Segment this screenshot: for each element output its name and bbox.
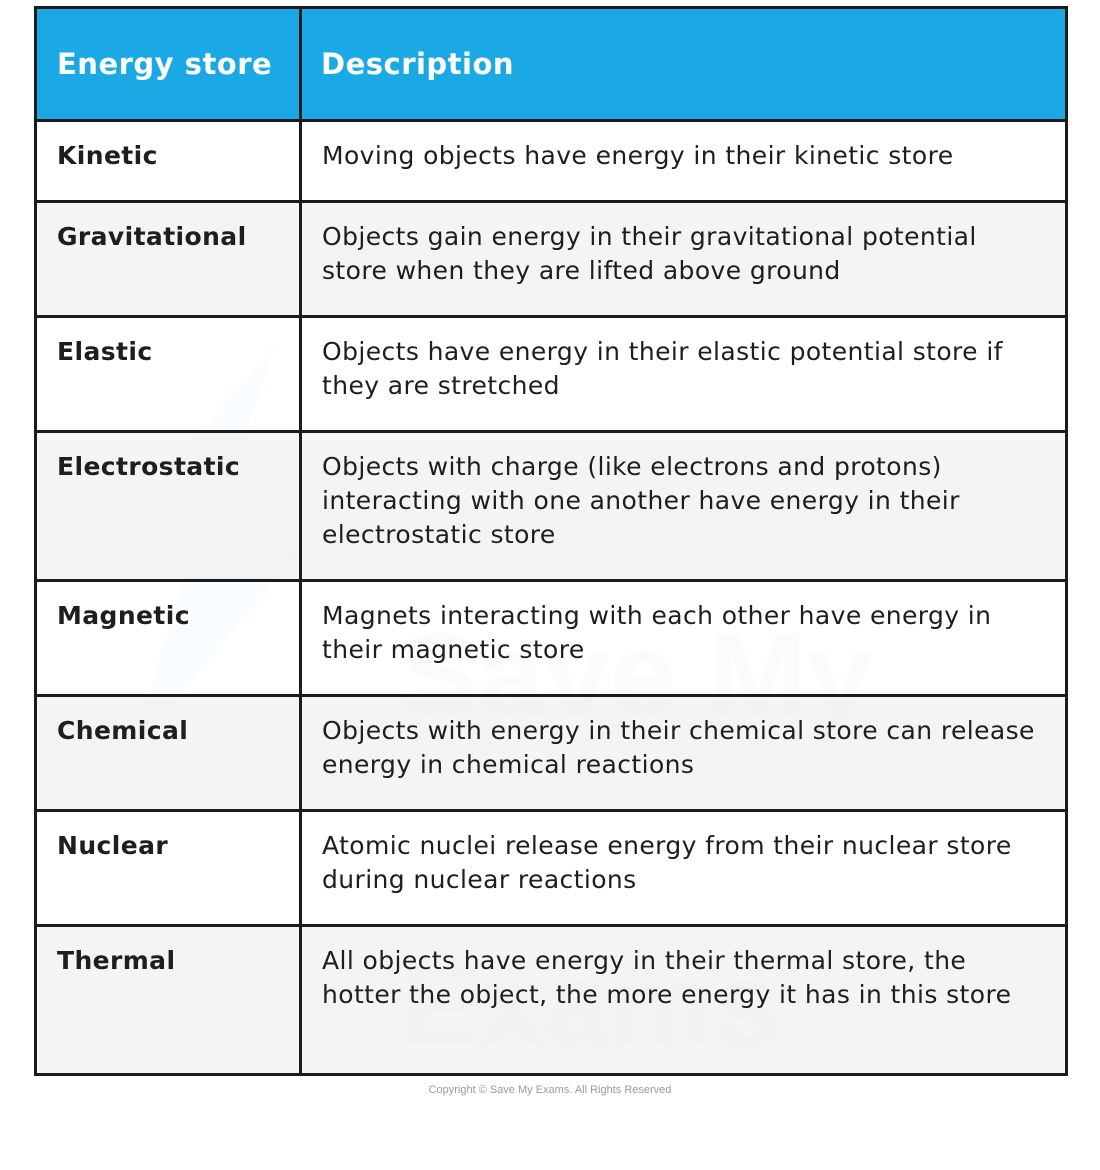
description-cell: Atomic nuclei release energy from their nuclear store during nuclear reactions	[301, 811, 1067, 926]
description-cell: Objects have energy in their elastic potential store if they are stretched	[301, 317, 1067, 432]
table-row	[36, 811, 1067, 926]
store-name-cell: Nuclear	[36, 811, 301, 926]
table-row	[36, 317, 1067, 432]
description-cell: Objects with charge (like electrons and protons) interacting with one another have energy in their electrostatic store	[301, 432, 1067, 581]
table-row	[36, 121, 1067, 202]
description-cell: Objects gain energy in their gravitational potential store when they are lifted above ground	[301, 202, 1067, 317]
description-cell: All objects have energy in their thermal store, the hotter the object, the more energy it has in this store	[301, 926, 1067, 1075]
table-row	[36, 696, 1067, 811]
store-name-cell: Elastic	[36, 317, 301, 432]
description-cell: Moving objects have energy in their kinetic store	[301, 121, 1067, 202]
header-description: Description	[301, 8, 1067, 121]
table-row	[36, 581, 1067, 696]
store-name-cell: Kinetic	[36, 121, 301, 202]
store-name-cell: Chemical	[36, 696, 301, 811]
store-name-cell: Electrostatic	[36, 432, 301, 581]
copyright-notice: Copyright © Save My Exams. All Rights Reserved	[428, 1084, 672, 1096]
table-row	[36, 202, 1067, 317]
description-cell: Magnets interacting with each other have energy in their magnetic store	[301, 581, 1067, 696]
store-name-cell: Magnetic	[36, 581, 301, 696]
energy-stores-table	[34, 6, 1068, 1076]
header-energy-store: Energy store	[36, 8, 301, 121]
store-name-cell: Gravitational	[36, 202, 301, 317]
table-row	[36, 926, 1067, 1075]
table-row	[36, 432, 1067, 581]
store-name-cell: Thermal	[36, 926, 301, 1075]
table-header-row	[36, 8, 1067, 121]
description-cell: Objects with energy in their chemical store can release energy in chemical reactions	[301, 696, 1067, 811]
